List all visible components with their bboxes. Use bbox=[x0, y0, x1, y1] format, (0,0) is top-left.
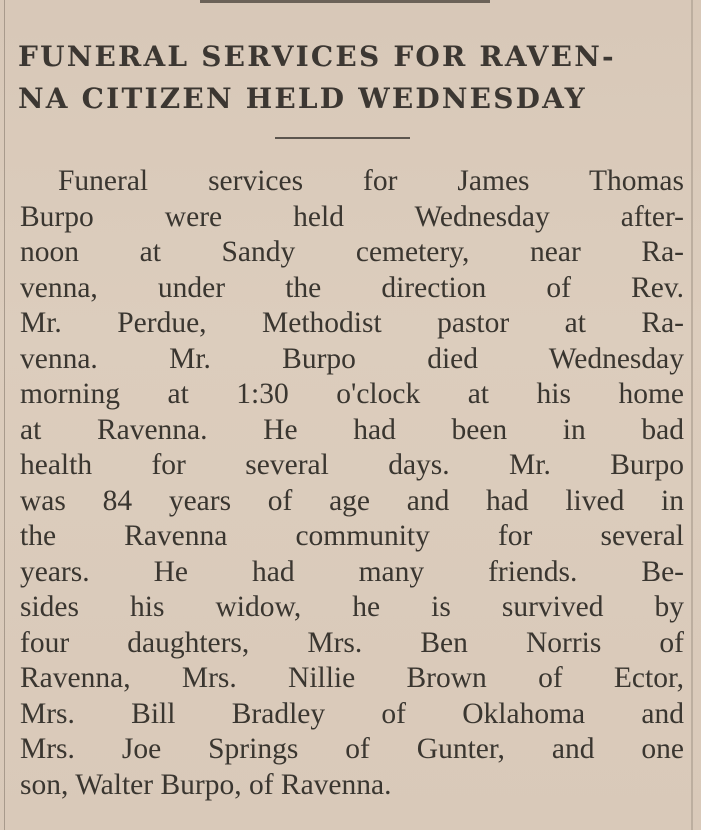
body-line: the Ravenna community for several bbox=[20, 520, 684, 552]
right-column-edge bbox=[691, 0, 693, 830]
body-line: son, Walter Burpo, of Ravenna. bbox=[20, 768, 392, 801]
article-body bbox=[20, 164, 684, 803]
left-column-edge bbox=[4, 0, 5, 830]
top-column-rule bbox=[200, 0, 490, 3]
body-line: noon at Sandy cemetery, near Ra- bbox=[20, 236, 684, 268]
body-line: Mr. Perdue, Methodist pastor at Ra- bbox=[20, 307, 684, 339]
body-line: morning at 1:30 o'clock at his home bbox=[20, 378, 684, 410]
body-line: Mrs. Bill Bradley of Oklahoma and bbox=[20, 697, 684, 730]
body-line: Burpo were held Wednesday after- bbox=[20, 200, 684, 233]
body-line: Mrs. Joe Springs of Gunter, and one bbox=[20, 733, 684, 765]
body-line: sides his widow, he is survived by bbox=[20, 591, 684, 623]
headline-line: NA CITIZEN HELD WEDNESDAY bbox=[18, 82, 587, 115]
body-line: at Ravenna. He had been in bad bbox=[20, 413, 684, 446]
body-line: four daughters, Mrs. Ben Norris of bbox=[20, 626, 684, 659]
headline-divider-rule bbox=[275, 137, 410, 139]
body-line: years. He had many friends. Be- bbox=[20, 555, 684, 588]
body-line: venna. Mr. Burpo died Wednesday bbox=[20, 342, 684, 375]
body-line: Funeral services for James Thomas bbox=[58, 165, 684, 197]
headline bbox=[18, 36, 690, 120]
headline-line: FUNERAL SERVICES FOR RAVEN- bbox=[18, 40, 616, 73]
body-line: was 84 years of age and had lived in bbox=[20, 484, 684, 517]
body-line: Ravenna, Mrs. Nillie Brown of Ector, bbox=[20, 662, 684, 694]
body-line: venna, under the direction of Rev. bbox=[20, 271, 684, 304]
body-line: health for several days. Mr. Burpo bbox=[20, 449, 684, 481]
